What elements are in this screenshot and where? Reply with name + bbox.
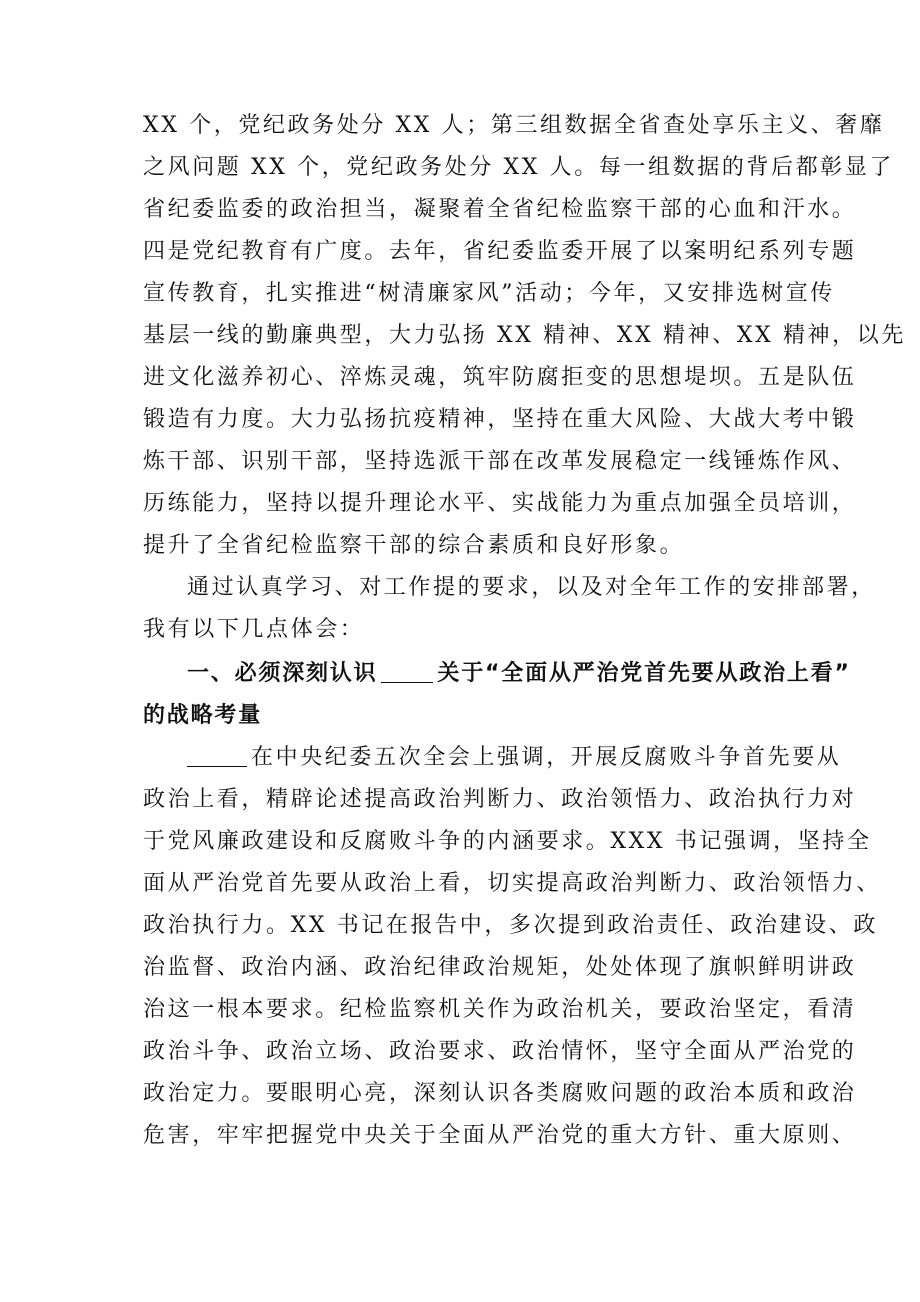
paragraph-3-line-6: 治监督、政治内涵、政治纪律政治规矩，处处体现了旗帜鲜明讲政 xyxy=(143,955,857,980)
paragraph-3-line-4: 面从严治党首先要从政治上看，切实提高政治判断力、政治领悟力、 xyxy=(143,871,882,896)
paragraph-1-line-7: 进文化滋养初心、淬炼灵魂，筑牢防腐拒变的思想堤坝。五是队伍 xyxy=(143,365,857,390)
paragraph-3-line-9: 政治定力。要眼明心亮，深刻认识各类腐败问题的政治本质和政治 xyxy=(143,1081,857,1106)
paragraph-3-line-8: 政治斗争、政治立场、政治要求、政治情怀，坚守全面从严治党的 xyxy=(143,1039,857,1064)
paragraph-1-line-10: 历练能力，坚持以提升理论水平、实战能力为重点加强全员培训， xyxy=(143,491,857,516)
section-heading-1-line-2: 的战略考量 xyxy=(143,703,263,728)
paragraph-1-line-4: 四是党纪教育有广度。去年，省纪委监委开展了以案明纪系列专题 xyxy=(143,239,857,264)
section-heading-1 xyxy=(187,659,851,689)
paragraph-1-line-6: 基层一线的勤廉典型，大力弘扬 XX 精神、XX 精神、XX 精神，以先 xyxy=(143,323,906,348)
paragraph-1-line-8: 锻造有力度。大力弘扬抗疫精神，坚持在重大风险、大战大考中锻 xyxy=(143,407,857,432)
paragraph-3-line-3: 于党风廉政建设和反腐败斗争的内涵要求。XXX 书记强调，坚持全 xyxy=(143,829,872,854)
paragraph-3-line-2: 政治上看，精辟论述提高政治判断力、政治领悟力、政治执行力对 xyxy=(143,787,857,812)
paragraph-1-line-5: 宣传教育，扎实推进“树清廉家风”活动；今年，又安排选树宣传 xyxy=(143,281,835,306)
paragraph-3-line-10: 危害，牢牢把握党中央关于全面从严治党的重大方针、重大原则、 xyxy=(143,1123,857,1148)
paragraph-fill-in-blank xyxy=(187,766,247,767)
paragraph-3-line-5: 政治执行力。XX 书记在报告中，多次提到政治责任、政治建设、政 xyxy=(143,913,878,938)
paragraph-1-line-9: 炼干部、识别干部，坚持选派干部在改革发展稳定一线锤炼作风、 xyxy=(143,449,857,474)
heading-fill-in-blank xyxy=(381,682,433,683)
paragraph-1-line-3: 省纪委监委的政治担当，凝聚着全省纪检监察干部的心血和汗水。 xyxy=(143,197,857,222)
section-heading-1-part-1: 一、必须深刻认识 xyxy=(187,661,378,686)
paragraph-1-line-2: 之风问题 XX 个，党纪政务处分 XX 人。每一组数据的背后都彰显了 xyxy=(143,155,895,180)
paragraph-2-line-1: 通过认真学习、对工作提的要求，以及对全年工作的安排部署， xyxy=(187,575,876,600)
paragraph-1-line-11: 提升了全省纪检监察干部的综合素质和良好形象。 xyxy=(143,533,685,558)
paragraph-3-line-7: 治这一根本要求。纪检监察机关作为政治机关，要政治坚定，看清 xyxy=(143,997,857,1022)
paragraph-2-line-2: 我有以下几点体会： xyxy=(143,617,365,642)
section-heading-1-part-2: 关于“全面从严治党首先要从政治上看” xyxy=(437,661,851,686)
paragraph-3-line-1 xyxy=(187,743,841,773)
paragraph-3-line-1-text: 在中央纪委五次全会上强调，开展反腐败斗争首先要从 xyxy=(251,745,842,770)
paragraph-1-line-1: XX 个，党纪政务处分 XX 人；第三组数据全省查处享乐主义、奢靡 xyxy=(143,113,885,138)
